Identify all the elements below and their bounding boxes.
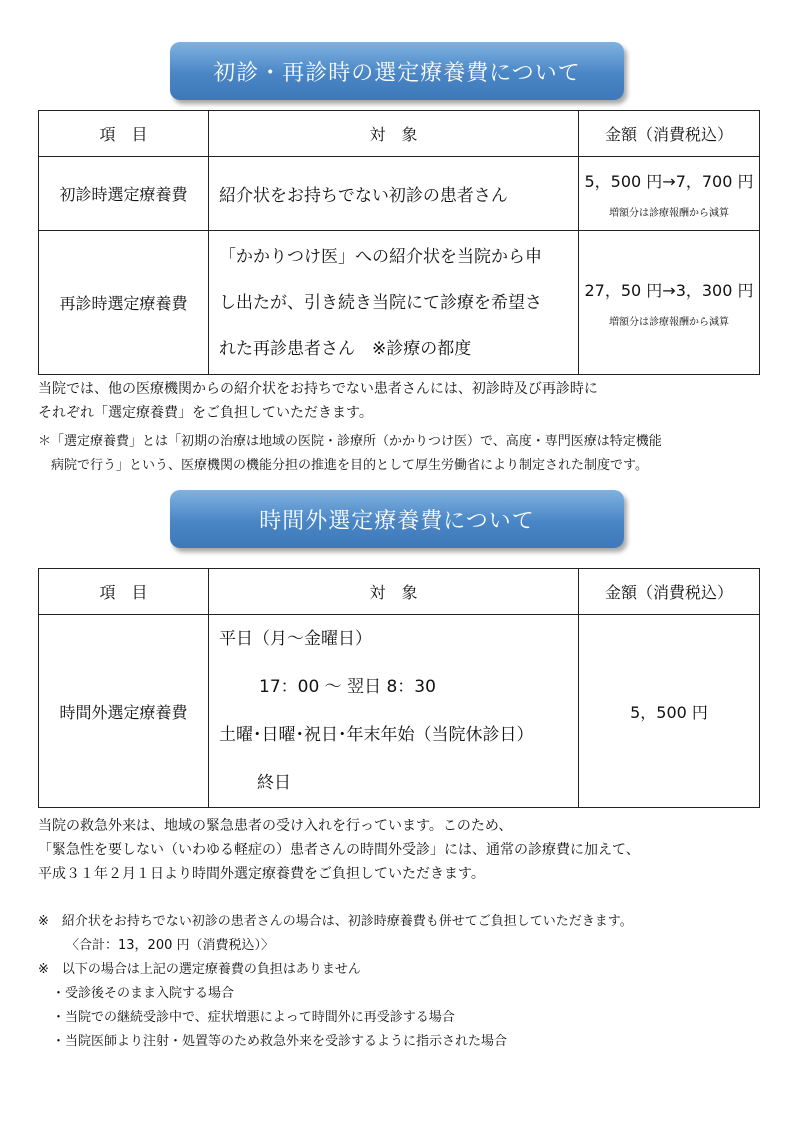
table-row [39, 231, 760, 375]
row1-amount-note: 増額分は診療報酬から減算 [609, 207, 729, 219]
section2-target-line: 17：00 ～ 翌日 8：30 [259, 677, 436, 697]
section2-target-line: 終日 [257, 773, 291, 793]
table-header-row [39, 111, 760, 157]
row1-item: 初診時選定療養費 [39, 157, 209, 231]
section1-footnote-line: ＊「選定療養費」とは「初期の治療は地域の医院・診療所（かかりつけ医）で、高度・専門医療は特定機能 [38, 434, 662, 449]
header-item: 項 目 [39, 111, 209, 157]
section2-title-banner [170, 490, 624, 548]
section2-target-line: 土曜･日曜･祝日･年末年始（当院休診日） [219, 725, 534, 745]
section1-fee-table [38, 110, 760, 375]
row1-amount-cell [579, 157, 760, 231]
table-header-row [39, 569, 760, 615]
row1-amount: 5，500 円→7，700 円 [584, 171, 754, 191]
section2-paragraph-line: 当院の救急外来は、地域の緊急患者の受け入れを行っています。このため、 [38, 818, 513, 834]
section2-note-line: ※ 以下の場合は上記の選定療養費の負担はありません [38, 962, 361, 977]
section2-fee-table [38, 568, 760, 808]
section2-paragraph-line: 平成３１年２月１日より時間外選定療養費をご負担していただきます。 [38, 866, 485, 882]
row2-item: 再診時選定療養費 [39, 231, 209, 375]
section2-note-line: ※ 紹介状をお持ちでない初診の患者さんの場合は、初診時療養費も併せてご負担していただきます。 [38, 914, 633, 929]
row2-target-line: 「かかりつけ医」への紹介状を当院から申 [219, 246, 542, 267]
section1-title: 初診・再診時の選定療養費について [213, 60, 581, 86]
row2-target-line: し出たが、引き続き当院にて診療を希望さ [219, 292, 542, 313]
section2-paragraph-line: 「緊急性を要しない（いわゆる軽症の）患者さんの時間外受診」には、通常の診療費に加えて、 [38, 842, 640, 858]
section2-row-target [209, 615, 579, 808]
section1-paragraph-line: それぞれ「選定療養費」をご負担していただきます。 [38, 405, 373, 421]
section2-title: 時間外選定療養費について [259, 508, 535, 534]
table-row [39, 615, 760, 808]
row2-amount-cell [579, 231, 760, 375]
header-amount: 金額（消費税込） [579, 569, 760, 615]
section2-target-line: 平日（月～金曜日） [219, 629, 372, 649]
section2-note-bullet: ・受診後そのまま入院する場合 [52, 986, 235, 1001]
row2-target-line: れた再診患者さん ※診療の都度 [219, 338, 472, 359]
row2-target [209, 231, 579, 375]
section2-note-bullet: ・当院医師より注射・処置等のため救急外来を受診するように指示された場合 [52, 1034, 508, 1049]
header-amount: 金額（消費税込） [579, 111, 760, 157]
header-item: 項 目 [39, 569, 209, 615]
table-row [39, 157, 760, 231]
section1-title-banner [170, 42, 624, 100]
row2-amount-note: 増額分は診療報酬から減算 [609, 316, 729, 328]
row2-amount: 27，50 円→3，300 円 [584, 280, 754, 300]
section1-footnote-line: 病院で行う」という、医療機関の機能分担の推進を目的として厚生労働省により制定された制度です。 [38, 458, 648, 473]
section1-paragraph-line: 当院では、他の医療機関からの紹介状をお持ちでない患者さんには、初診時及び再診時に [38, 381, 598, 397]
section2-note-total: 〈合計：13，200 円（消費税込）〉 [66, 938, 274, 953]
header-target: 対 象 [209, 569, 579, 615]
section2-row-item: 時間外選定療養費 [39, 615, 209, 808]
section2-row-amount-cell [579, 615, 760, 808]
section2-note-bullet: ・当院での継続受診中で、症状増悪によって時間外に再受診する場合 [52, 1010, 455, 1025]
row1-target: 紹介状をお持ちでない初診の患者さん [209, 157, 579, 231]
section2-row-amount: 5，500 円 [630, 702, 708, 722]
header-target: 対 象 [209, 111, 579, 157]
